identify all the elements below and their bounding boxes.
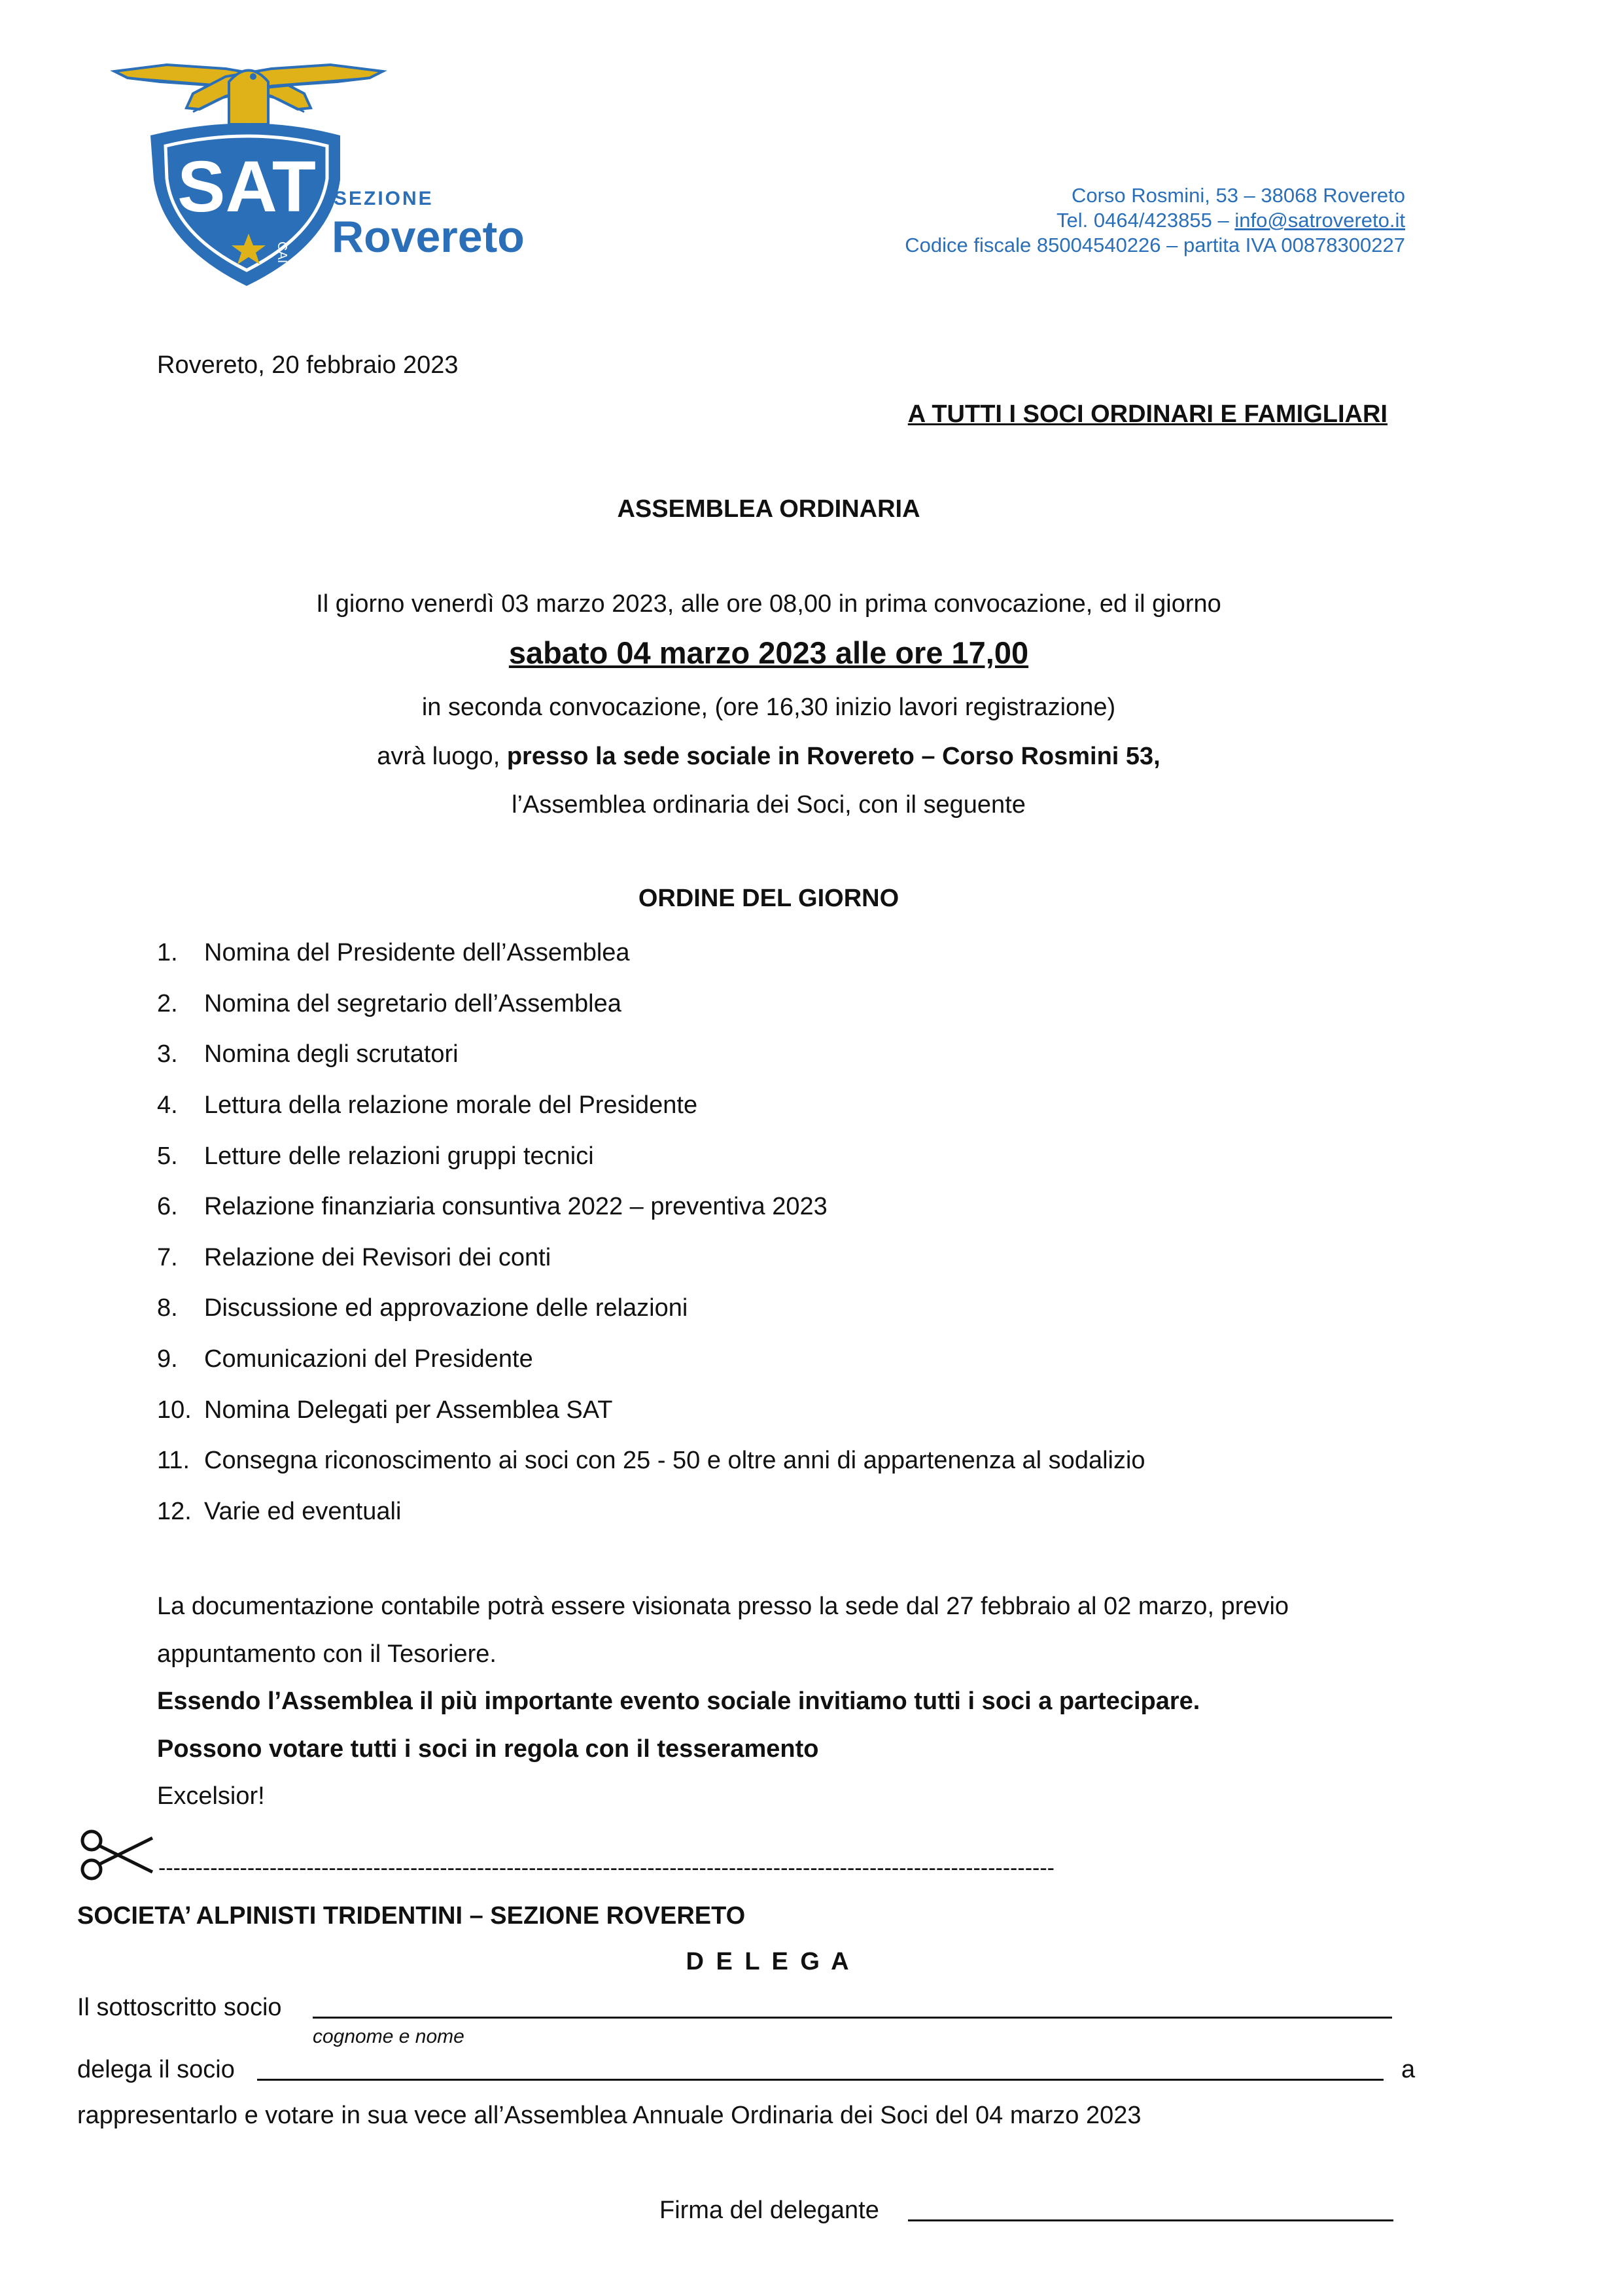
documentation-line-1: La documentazione contabile potrà essere visionata presso la sede dal 27 febbraio al 02 marzo, previo — [157, 1593, 1289, 1620]
agenda-item: 11. Consegna riconoscimento ai soci con 25 - 50 e oltre anni di appartenenza al sodalizio — [157, 1447, 1145, 1475]
agenda-item: 4. Lettura della relazione morale del Presidente — [157, 1091, 698, 1120]
logo-section-label: SEZIONE — [334, 188, 434, 209]
agenda-item: 1. Nomina del Presidente dell’Assemblea — [157, 939, 630, 967]
cut-line: ------------------------------------------------------------------------------------------------------------------------- — [158, 1856, 1055, 1881]
agenda-item: 2. Nomina del segretario dell’Assemblea — [157, 989, 621, 1017]
logo-cai: CAI — [275, 241, 289, 264]
contact-fiscal: Codice fiscale 85004540226 – partita IVA 00878300227 — [905, 234, 1405, 256]
agenda-item: 3. Nomina degli scrutatori — [157, 1040, 459, 1069]
name-hint: cognome e nome — [313, 2026, 464, 2047]
closing: Excelsior! — [157, 1782, 265, 1810]
delegate-name-line[interactable] — [257, 2079, 1384, 2081]
agenda-item: 6. Relazione finanziaria consuntiva 2022 – preventiva 2023 — [157, 1193, 828, 1221]
convocation-venue: presso la sede sociale in Rovereto – Corso Rosmini 53, — [506, 743, 1161, 770]
signature-line[interactable] — [908, 2219, 1393, 2221]
agenda-item: 10. Nomina Delegati per Assemblea SAT — [157, 1396, 613, 1424]
phone-text: Tel. 0464/423855 – — [1056, 209, 1235, 232]
undersigned-label: Il sottoscritto socio — [77, 1994, 282, 2021]
voting-line: Possono votare tutti i soci in regola con il tesseramento — [157, 1735, 819, 1763]
scissors-icon — [77, 1829, 156, 1881]
agenda-item: 5. Letture delle relazioni gruppi tecnici — [157, 1142, 594, 1170]
undersigned-name-line[interactable] — [313, 2017, 1392, 2019]
society-name: SOCIETA’ ALPINISTI TRIDENTINI – SEZIONE ROVERETO — [77, 1902, 746, 1930]
agenda-list — [157, 928, 1145, 1537]
convocation-date-highlight: sabato 04 marzo 2023 alle ore 17,00 — [508, 635, 1029, 670]
agenda-item: 12. Varie ed eventuali — [157, 1497, 402, 1525]
convocation-line-1: Il giorno venerdì 03 marzo 2023, alle ore 08,00 in prima convocazione, ed il giorno — [316, 590, 1221, 618]
invitation-line: Essendo l’Assemblea il più importante evento sociale invitiamo tutti i soci a partecipare. — [157, 1687, 1200, 1715]
logo-section-name: Rovereto — [332, 212, 525, 262]
contact-address: Corso Rosmini, 53 – 38068 Rovereto — [1071, 184, 1405, 207]
represent-text: rappresentarlo e votare in sua vece all’Assemblea Annuale Ordinaria dei Soci del 04 marzo 2023 — [77, 2102, 1142, 2129]
agenda-item: 9. Comunicazioni del Presidente — [157, 1345, 533, 1373]
agenda-item: 8. Discussione ed approvazione delle relazioni — [157, 1294, 688, 1322]
convocation-line-5: l’Assemblea ordinaria dei Soci, con il seguente — [512, 791, 1026, 819]
convocation-line-3: in seconda convocazione, (ore 16,30 inizio lavori registrazione) — [421, 694, 1116, 721]
letter-recipients: A TUTTI I SOCI ORDINARI E FAMIGLIARI — [907, 400, 1387, 428]
agenda-title: ORDINE DEL GIORNO — [638, 885, 899, 912]
letter-title: ASSEMBLEA ORDINARIA — [617, 495, 920, 523]
letter-date: Rovereto, 20 febbraio 2023 — [157, 351, 459, 379]
contact-phone — [1056, 208, 1405, 233]
delegate-label: delega il socio — [77, 2056, 235, 2083]
convocation-line-4 — [0, 741, 1537, 771]
delega-title: D E L E G A — [686, 1948, 852, 1975]
eagle-icon — [114, 65, 383, 124]
convocation-line-4-a: avrà luogo, — [377, 743, 507, 770]
email-link[interactable]: info@satrovereto.it — [1234, 209, 1405, 232]
sat-rovereto-logo — [108, 62, 553, 291]
logo-letters: SAT — [177, 147, 316, 227]
delegate-a: a — [1401, 2056, 1416, 2083]
signature-label: Firma del delegante — [659, 2197, 879, 2224]
agenda-item: 7. Relazione dei Revisori dei conti — [157, 1243, 551, 1271]
documentation-line-2: appuntamento con il Tesoriere. — [157, 1640, 497, 1668]
